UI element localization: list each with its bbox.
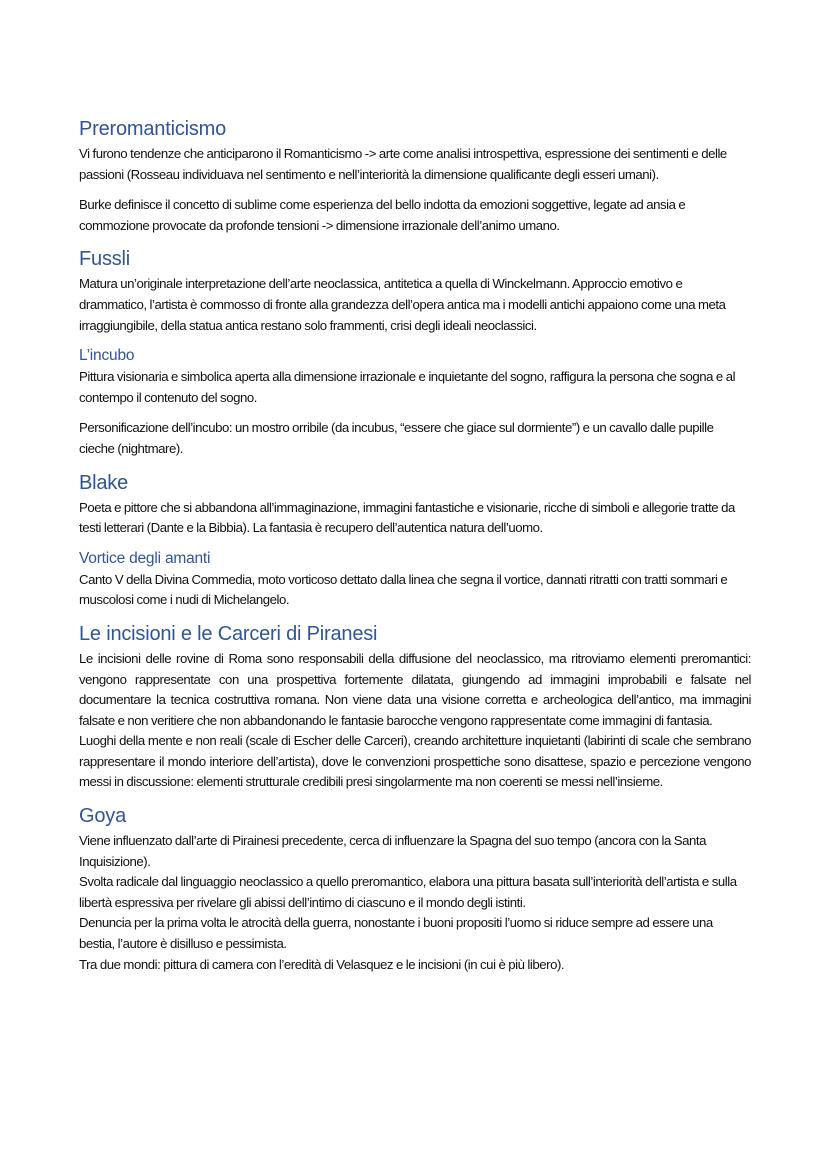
paragraph: Burke definisce il concetto di sublime come esperienza del bello indotta da emozioni soggettive, legate ad ansia e commozione provocate da profonde tensioni -> dimensione irrazionale dell’animo umano. [79,197,686,233]
section-fussli [79,246,751,459]
paragraph: Luoghi della mente e non reali (scale di Escher delle Carceri), creando architetture inquietanti (labirinti di scale che sembrano rappresentare il mondo interiore dell’artista), dove le convenzioni prospettiche sono disattese, spazio e percezione vengono messi in discussione: elementi strutturale credibili presi singolarmente ma non coerenti se messi nell’insieme. [79,733,751,790]
section-heading: Fussli [79,248,131,271]
section-heading: Le incisioni e le Carceri di Piranesi [79,622,378,645]
section-heading: Blake [79,471,129,494]
paragraph: Vi furono tendenze che anticiparono il Romanticismo -> arte come analisi introspettiva, espressione dei sentimenti e delle passioni (Rosseau individuava nel sentimento e nell’interiorità la dimensione qualificante degli esseri umani). [79,146,727,182]
section-preromanticismo [79,116,751,236]
paragraph: Denuncia per la prima volta le atrocità della guerra, nonostante i buoni propositi l’uomo si riduce sempre ad essere una bestia, l’autore è disilluso e pessimista. [79,915,713,952]
section-heading: Preromanticismo [79,118,227,140]
paragraph: Poeta e pittore che si abbandona all’immaginazione, immagini fantastiche e visionarie, ricche di simboli e allegorie tratte da testi letterari (Dante e la Bibbia). La fantasia è recupero dell’autentica natura dell’uomo. [79,499,735,536]
subsection-heading: Vortice degli amanti [79,549,211,567]
paragraph: Le incisioni delle rovine di Roma sono responsabili della diffusione del neoclassico, ma ritroviamo elementi preromantici: vengono rappresentate con una prospettiva fortemente dilatata, giungendo ad immagini improbabili e falsate nel documentare la tecnica costruttiva romana. Non viene data una visione corretta e archeologica dell’antico, ma immagini falsate e non veritiere che non abbandonando le fantasie barocche vengono rappresentate come immagini di fantasia. [79,650,751,728]
subsection-heading: L’incubo [79,347,135,365]
document-page [79,116,751,984]
section-heading: Goya [79,805,127,828]
paragraph: Canto V della Divina Commedia, moto vorticoso dettato dalla linea che segna il vortice, dannati ritratti con tratti sommari e muscolosi come i nudi di Michelangelo. [79,571,728,608]
paragraph: Pittura visionaria e simbolica aperta alla dimensione irrazionale e inquietante del sogno, raffigura la persona che sogna e al contempo il contenuto del sogno. [79,369,736,405]
paragraph: Svolta radicale dal linguaggio neoclassico a quello preromantico, elabora una pittura basata sull’interiorità dell’artista e sulla libertà espressiva per rivelare gli abissi dell’intimo di ciascuno e il mondo degli istinti. [79,874,737,910]
paragraph: Matura un’originale interpretazione dell’arte neoclassica, antitetica a quella di Winckelmann. Approccio emotivo e drammatico, l’artista è commosso di fronte alla grandezza dell’opera antica ma i modelli antichi appaiono come una meta irraggiungibile, della statua antica restano solo frammenti, crisi degli ideali neoclassici. [79,276,726,333]
paragraph: Personificazione dell’incubo: un mostro orribile (da incubus, “essere che giace sul dormiente”) e un cavallo dalle pupille cieche (nightmare). [79,420,714,456]
section-piranesi [79,621,751,793]
paragraph: Viene influenzato dall’arte di Pirainesi precedente, cerca di influenzare la Spagna del suo tempo (ancora con la Santa Inquisizione). [79,833,707,869]
section-goya [79,803,751,975]
section-blake [79,470,751,611]
paragraph: Tra due mondi: pittura di camera con l’eredità di Velasquez e le incisioni (in cui è più libero). [79,956,565,972]
